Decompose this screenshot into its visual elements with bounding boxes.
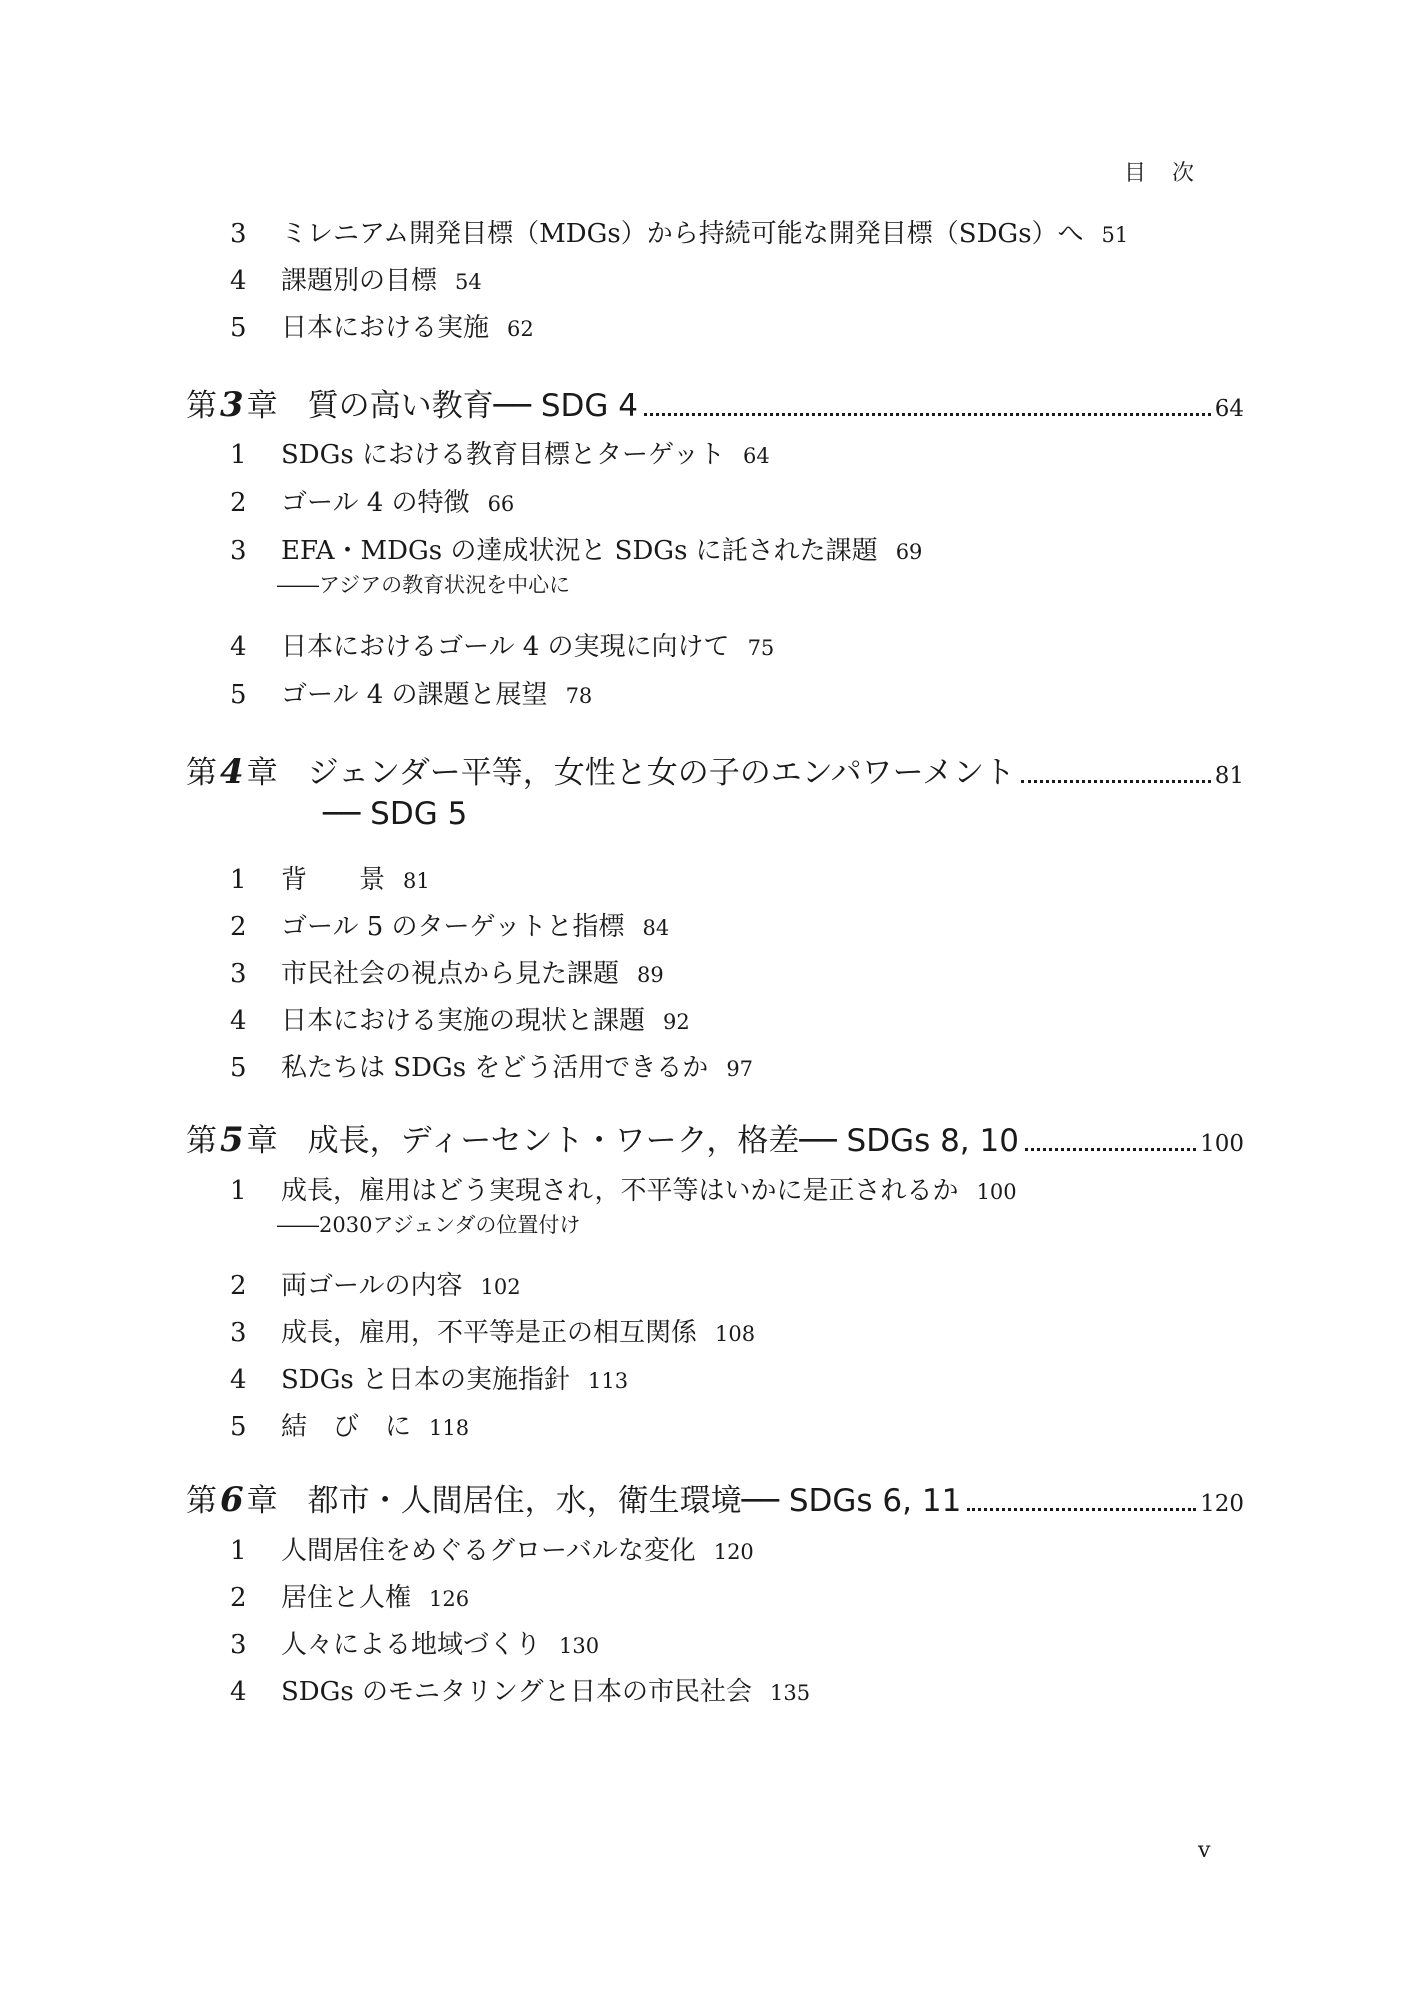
toc-entry[interactable] — [0, 435, 1412, 475]
entry-number: 1 — [230, 865, 247, 895]
entry-title: 成長，雇用はどう実現され，不平等はいかに是正されるか — [281, 1176, 959, 1206]
chapter-6-heading[interactable] — [186, 1477, 1244, 1523]
entry-number: 5 — [230, 1053, 247, 1083]
toc-entry[interactable] — [0, 1313, 1412, 1353]
entry-number: 1 — [230, 440, 247, 470]
entry-number: 5 — [230, 680, 247, 710]
toc-entry[interactable] — [0, 531, 1412, 571]
entry-number: 5 — [230, 1412, 247, 1442]
entry-number: 4 — [230, 632, 247, 662]
entry-subtitle: ――2030アジェンダの位置付け — [277, 1213, 581, 1237]
entry-page: 75 — [747, 636, 775, 660]
entry-title: 日本における実施 — [281, 313, 490, 343]
toc-entry[interactable] — [0, 483, 1412, 523]
toc-entry[interactable] — [0, 627, 1412, 667]
entry-title: SDGs と日本の実施指針 — [281, 1365, 571, 1395]
toc-entry[interactable] — [0, 860, 1412, 900]
toc-entry[interactable] — [0, 907, 1412, 947]
entry-number: 1 — [230, 1536, 247, 1566]
toc-entry[interactable] — [0, 1171, 1412, 1211]
entry-page: 78 — [565, 684, 593, 708]
entry-page: 113 — [588, 1369, 629, 1393]
entry-page: 69 — [895, 540, 923, 564]
toc-entry[interactable] — [0, 1360, 1412, 1400]
toc-entry[interactable] — [0, 954, 1412, 994]
chapter-page: 64 — [1214, 396, 1244, 422]
entry-title: 成長，雇用，不平等是正の相互関係 — [281, 1318, 698, 1348]
entry-number: 4 — [230, 1365, 247, 1395]
entry-title: 市民社会の視点から見た課題 — [281, 959, 620, 989]
entry-number: 3 — [230, 1630, 247, 1660]
entry-page: 64 — [743, 444, 770, 468]
entry-subtitle: ――アジアの教育状況を中心に — [277, 573, 571, 597]
toc-entry[interactable] — [0, 1048, 1412, 1088]
dot-leader — [644, 413, 1211, 416]
chapter-title: 都市・人間居住，水，衛生環境── SDGs 6, 11 — [307, 1483, 962, 1519]
chapter-page: 120 — [1200, 1491, 1244, 1517]
entry-number: 2 — [230, 912, 247, 942]
entry-number: 3 — [230, 959, 247, 989]
entry-number: 3 — [230, 219, 247, 249]
entry-title: 日本におけるゴール 4 の実現に向けて — [281, 632, 730, 662]
entry-title: 人々による地域づくり — [281, 1630, 542, 1660]
entry-number: 2 — [230, 1271, 247, 1301]
entry-number: 2 — [230, 1583, 247, 1613]
page-folio: v — [1198, 1838, 1211, 1863]
entry-page: 120 — [713, 1540, 754, 1564]
entry-page: 108 — [715, 1322, 756, 1346]
entry-page: 102 — [480, 1275, 521, 1299]
entry-number: 1 — [230, 1176, 247, 1206]
chapter-label: 第6章 — [186, 1480, 278, 1520]
chapter-5-heading[interactable] — [186, 1117, 1244, 1163]
entry-page: 97 — [726, 1057, 754, 1081]
chapter-4-heading[interactable] — [186, 749, 1244, 795]
toc-entry[interactable] — [0, 1672, 1412, 1712]
entry-page: 118 — [429, 1416, 470, 1440]
entry-title: ミレニアム開発目標（MDGs）から持続可能な開発目標（SDGs）へ — [281, 219, 1084, 249]
toc-entry[interactable] — [0, 1266, 1412, 1306]
dot-leader — [1025, 1148, 1196, 1151]
entry-number: 4 — [230, 1677, 247, 1707]
entry-page: 126 — [429, 1587, 470, 1611]
chapter-subtitle: ── SDG 5 — [323, 796, 468, 832]
entry-title: 課題別の目標 — [281, 266, 438, 296]
entry-title: 日本における実施の現状と課題 — [281, 1006, 646, 1036]
entry-title: 背 景 — [281, 865, 386, 895]
running-head: 目次 — [1124, 161, 1221, 186]
entry-page: 135 — [770, 1681, 811, 1705]
toc-entry[interactable] — [0, 1001, 1412, 1041]
entry-title: 両ゴールの内容 — [281, 1271, 463, 1301]
toc-entry[interactable] — [0, 308, 1412, 348]
chapter-title: 質の高い教育── SDG 4 — [307, 388, 638, 424]
chapter-title: 成長，ディーセント・ワーク，格差── SDGs 8, 10 — [307, 1123, 1019, 1159]
toc-entry[interactable] — [0, 1578, 1412, 1618]
entry-title: 人間居住をめぐるグローバルな変化 — [281, 1536, 696, 1566]
chapter-title: ジェンダー平等，女性と女の子のエンパワーメント — [307, 755, 1016, 791]
entry-page: 89 — [637, 963, 664, 987]
chapter-page: 100 — [1200, 1131, 1244, 1157]
toc-entry[interactable] — [0, 1531, 1412, 1571]
entry-number: 5 — [230, 313, 247, 343]
toc-entry[interactable] — [0, 261, 1412, 301]
chapter-label: 第5章 — [186, 1120, 278, 1160]
entry-page: 81 — [403, 869, 430, 893]
entry-page: 62 — [507, 317, 534, 341]
entry-page: 92 — [663, 1010, 690, 1034]
entry-page: 84 — [642, 916, 670, 940]
entry-title: SDGs における教育目標とターゲット — [281, 440, 725, 470]
toc-entry[interactable] — [0, 1625, 1412, 1665]
entry-page: 130 — [559, 1634, 600, 1658]
entry-page: 54 — [455, 270, 482, 294]
entry-page: 100 — [976, 1180, 1017, 1204]
entry-page: 51 — [1101, 223, 1129, 247]
chapter-label: 第4章 — [186, 752, 278, 792]
entry-number: 3 — [230, 536, 247, 566]
toc-entry[interactable] — [0, 1407, 1412, 1447]
toc-entry[interactable] — [0, 214, 1412, 254]
chapter-3-heading[interactable] — [186, 382, 1244, 428]
entry-title: ゴール 4 の課題と展望 — [281, 680, 548, 710]
entry-number: 3 — [230, 1318, 247, 1348]
entry-title: 結 び に — [281, 1412, 412, 1442]
entry-title: SDGs のモニタリングと日本の市民社会 — [281, 1677, 753, 1707]
entry-title: 私たちは SDGs をどう活用できるか — [281, 1053, 709, 1083]
chapter-label: 第3章 — [186, 385, 278, 425]
entry-page: 66 — [487, 492, 515, 516]
chapter-page: 81 — [1214, 763, 1244, 789]
entry-number: 2 — [230, 488, 247, 518]
entry-title: 居住と人権 — [281, 1583, 412, 1613]
dot-leader — [1021, 780, 1211, 783]
entry-number: 4 — [230, 266, 247, 296]
entry-number: 4 — [230, 1006, 247, 1036]
dot-leader — [967, 1508, 1196, 1511]
entry-title: EFA・MDGs の達成状況と SDGs に託された課題 — [281, 536, 878, 566]
entry-title: ゴール 4 の特徴 — [281, 488, 470, 518]
entry-title: ゴール 5 のターゲットと指標 — [281, 912, 625, 942]
toc-entry[interactable] — [0, 675, 1412, 715]
